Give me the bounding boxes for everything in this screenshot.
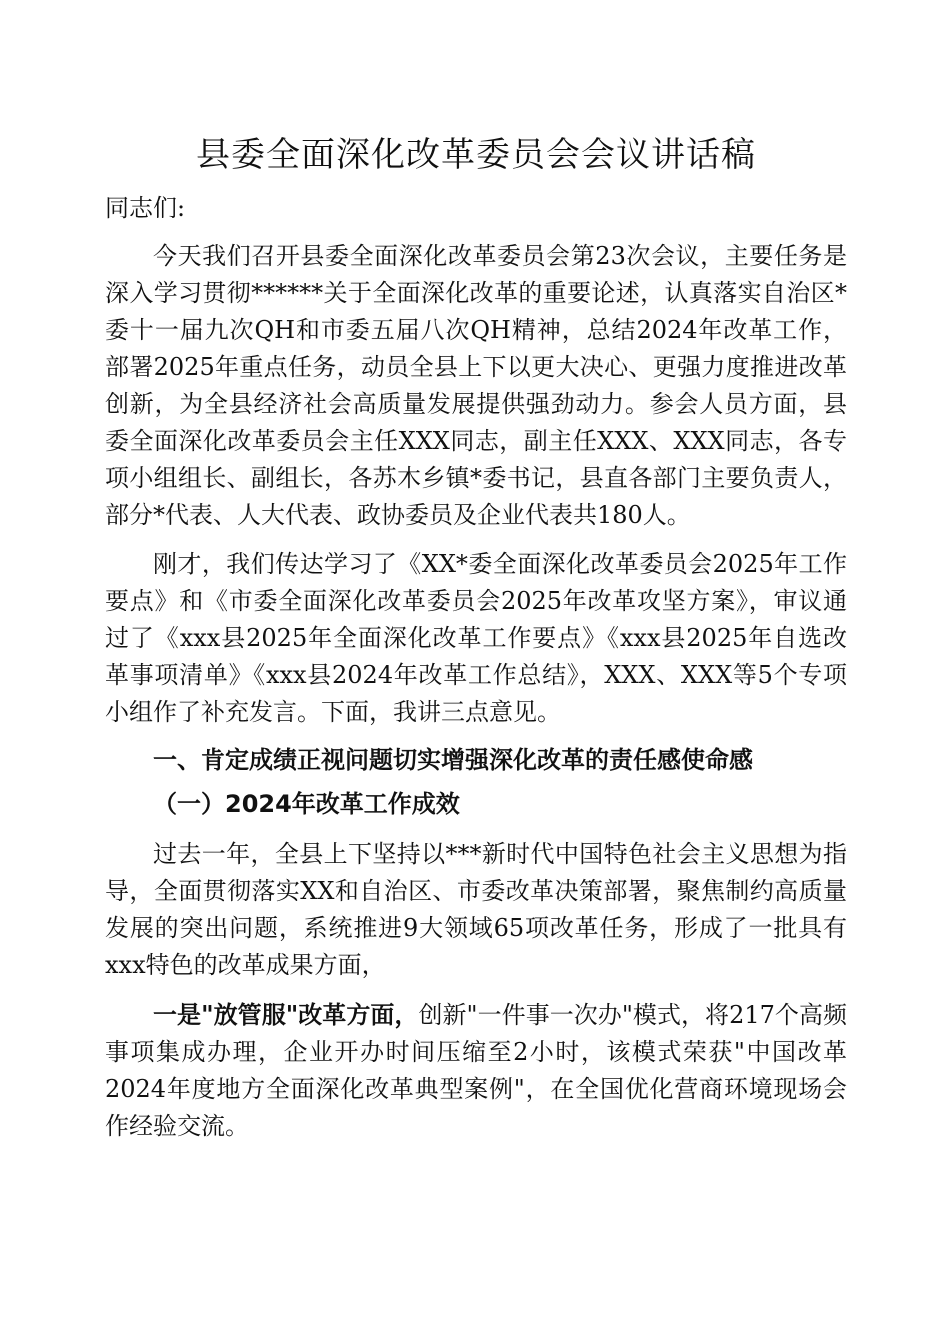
salutation: 同志们: [105, 194, 186, 222]
paragraph-review: 刚才，我们传达学习了《XX*委全面深化改革委员会2025年工作要点》和《市委全面深化改革委员会2025年改革攻坚方案》，审议通过了《xxx县2025年全面深化改革工作要点》《xxx县2025年自选改革事项清单》《xxx县2024年改革工作总结》，XXX、XXX等5个专项小组作了补充发言。下面，我讲三点意见。 [105, 550, 847, 726]
paragraph-opening: 今天我们召开县委全面深化改革委员会第23次会议，主要任务是深入学习贯彻******关于全面深化改革的重要论述，认真落实自治区*委十一届九次QH和市委五届八次QH精神，总结2024年改革工作，部署2025年重点任务，动员全县上下以更大决心、更强力度推进改革创新，为全县经济社会高质量发展提供强劲动力。参会人员方面，县委全面深化改革委员会主任XXX同志，副主任XXX、XXX同志，各专项小组组长、副组长，各苏木乡镇*委书记，县直各部门主要负责人，部分*代表、人大代表、政协委员及企业代表共180人。 [105, 242, 847, 529]
reform-item-text: 创新"一件事一次办"模式，将217个高频事项集成办理，企业开办时间压缩至2小时，该模式荣获"中国改革2024年度地方全面深化改革典型案例"，在全国优化营商环境现场会作经验交流。 [105, 1001, 847, 1140]
document-page [105, 0, 847, 1145]
paragraph-reform-item-1 [105, 996, 847, 1145]
reform-item-lead: 一是"放管服"改革方面， [153, 1000, 419, 1029]
paragraph-achievements: 过去一年，全县上下坚持以***新时代中国特色社会主义思想为指导，全面贯彻落实XX和自治区、市委改革决策部署，聚焦制约高质量发展的突出问题，系统推进9大领域65项改革任务，形成了一批具有xxx特色的改革成果方面， [105, 840, 847, 979]
subsection-heading-1: （一）2024年改革工作成效 [153, 790, 460, 818]
document-title: 县委全面深化改革委员会会议讲话稿 [196, 135, 756, 175]
section-heading-1: 一、肯定成绩正视问题切实增强深化改革的责任感使命感 [153, 746, 753, 774]
